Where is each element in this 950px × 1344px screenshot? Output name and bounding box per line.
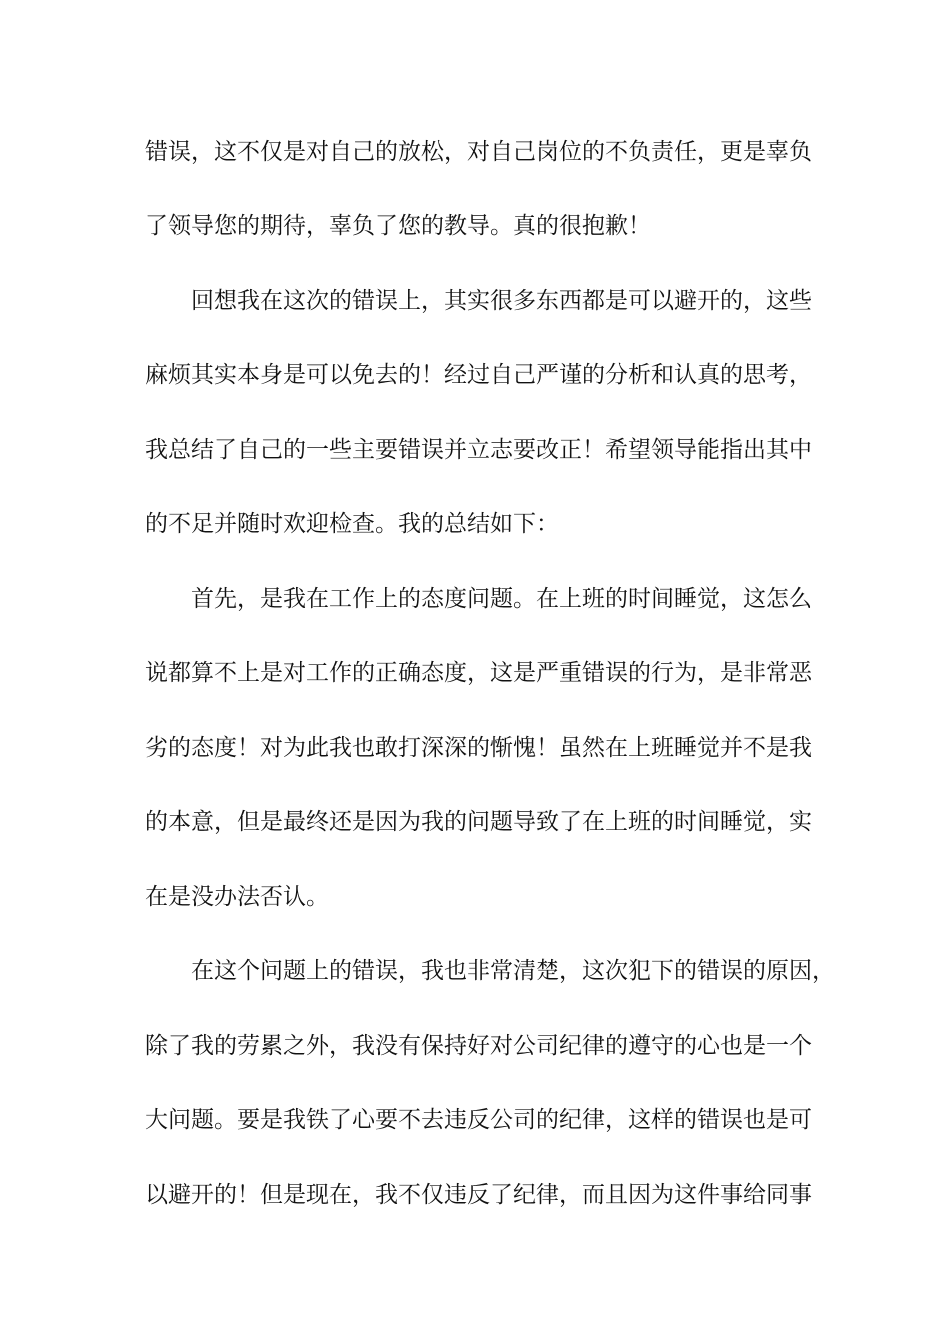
text-line: 大问题。要是我铁了心要不去违反公司的纪律，这样的错误也是可 (145, 1107, 812, 1133)
text-line: 在是没办法否认。 (145, 884, 329, 910)
paragraph-first-line: 在这个问题上的错误，我也非常清楚，这次犯下的错误的原因， (191, 958, 835, 984)
text-line: 我总结了自己的一些主要错误并立志要改正！希望领导能指出其中 (145, 437, 812, 463)
paragraph-first-line: 首先，是我在工作上的态度问题。在上班的时间睡觉，这怎么 (191, 586, 812, 612)
text-line: 麻烦其实本身是可以免去的！经过自己严谨的分析和认真的思考， (145, 362, 812, 388)
text-line: 劣的态度！对为此我也敢打深深的惭愧！虽然在上班睡觉并不是我 (145, 735, 812, 761)
text-line: 的不足并随时欢迎检查。我的总结如下： (145, 511, 559, 537)
text-line: 的本意，但是最终还是因为我的问题导致了在上班的时间睡觉，实 (145, 809, 812, 835)
text-line: 以避开的！但是现在，我不仅违反了纪律，而且因为这件事给同事 (145, 1182, 812, 1208)
text-line: 错误，这不仅是对自己的放松，对自己岗位的不负责任，更是辜负 (145, 139, 812, 165)
paragraph-first-line: 回想我在这次的错误上，其实很多东西都是可以避开的，这些 (191, 288, 812, 314)
text-line: 了领导您的期待，辜负了您的教导。真的很抱歉！ (145, 213, 651, 239)
text-line: 说都算不上是对工作的正确态度，这是严重错误的行为，是非常恶 (145, 660, 812, 686)
text-line: 除了我的劳累之外，我没有保持好对公司纪律的遵守的心也是一个 (145, 1033, 812, 1059)
